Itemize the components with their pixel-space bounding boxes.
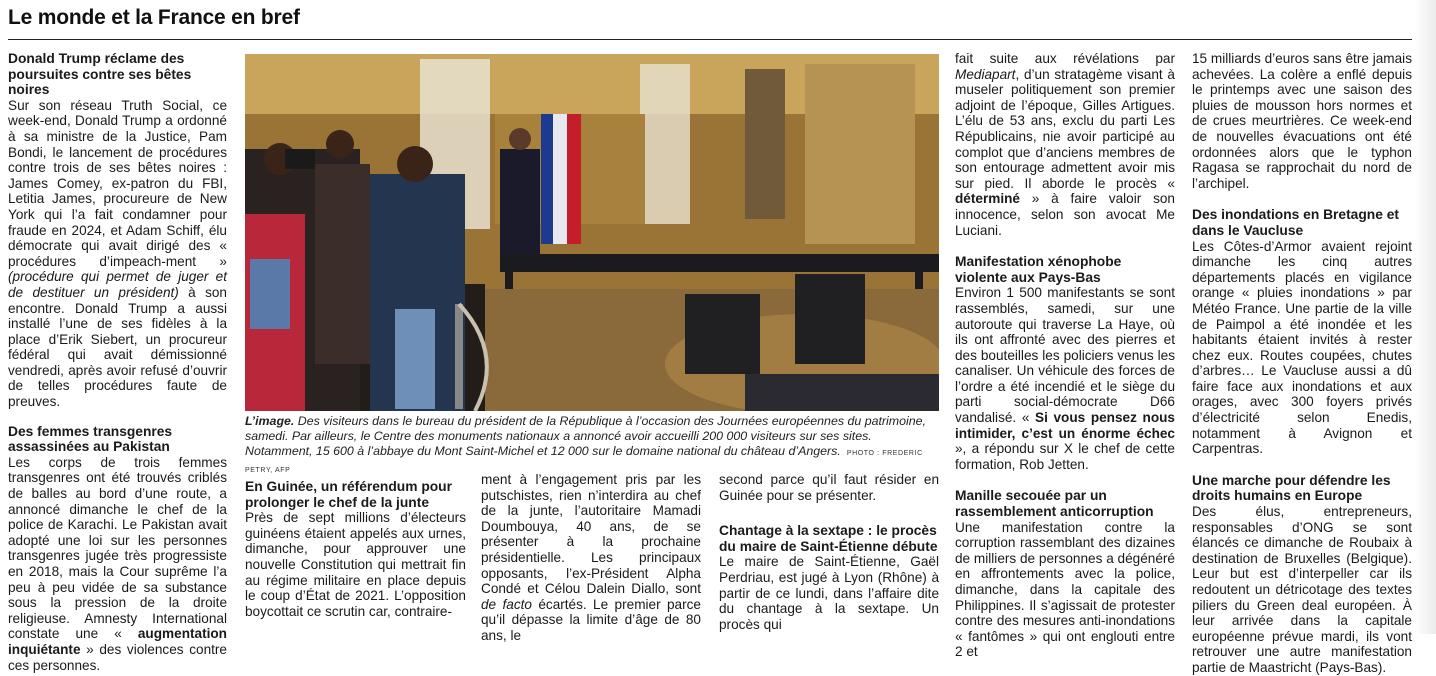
page-edge-shadow: [1414, 0, 1436, 634]
guinee-body-2: ment à l’engagement pris par les putschistes, rien n’interdira au chef de la junte, l’autoritaire Mamadi Doumbouya, 40 ans, de se présenter à la prochaine présidentielle. Les principaux opposants, l’ex-Président Alpha Condé et Célou Dalein Diallo, sont de facto écartés. Le premier parce qu’il dépasse la limite d’âge de 80 ans, le: [481, 472, 701, 643]
column-4: [955, 51, 1175, 660]
pakistan-body: Les corps de trois femmes transgenres ont été trouvés criblés de balles au bord d’une route, a annoncé dimanche le chef de la police de Karachi. Le Pakistan avait adopté une loi sur les personnes transgenres jugée très progressiste en 2018, mais la Cour suprême l’a peu à peu vidée de sa substance sous la pression de la droite religieuse. Amnesty International constate une « augmentation inquiétante » des violences contre ces personnes.: [8, 454, 227, 673]
manille-body: Une manifestation contre la corruption rassemblant des dizaines de milliers de personnes a dégénéré en affrontements avec la police, dimanche, dans la capitale des Philippines. Il s’agissait de protester contre des mesures anti-inondations « fantômes » qui ont englouti entre 2 et: [955, 519, 1175, 660]
guinee-col-1: [245, 479, 466, 619]
etienne-body-2: fait suite aux révélations par Mediapart, d’un stratagème visant à museler politiquement son premier adjoint de l’époque, Gilles Artigues. L’élu de 53 ans, exclu du parti Les Républicains, nie avoir participé au complot que d’anciens membres de son entourage admettent avoir mis sur pied. Il aborde le procès « déterminé » à faire valoir son innocence, selon son avocat Me Luciani.: [955, 51, 1175, 238]
guinee-headline: En Guinée, un référendum pour prolonger le chef de la junte: [245, 479, 452, 510]
inondations-body: Les Côtes-d’Armor avaient rejoint dimanche les cinq autres départements placés en vigilance orange « pluies inondations » par Météo France. Une partie de la ville de Paimpol a été inondée et les habitants étaient invités à rester chez eux. Routes coupées, chutes d’arbres… Le Vaucluse aussi a dû faire face aux inondations et aux orages, avec 300 foyers privés d’électricité selon Enedis, notamment à Avignon et Carpentras.: [1192, 238, 1412, 457]
guinee-body-3: second parce qu’il faut résider en Guinée pour se présenter.: [719, 472, 939, 503]
etienne-body-1: Le maire de Saint-Étienne, Gaël Perdriau, est jugé à Lyon (Rhône) à partir de ce lundi, dans l’affaire dite du chantage à la sextape. Un procès qui: [719, 554, 939, 632]
section-title: Le monde et la France en bref: [8, 6, 300, 29]
photo-caption: L’image. Des visiteurs dans le bureau du président de la République à l’occasion des Journées européennes du patrimoine, samedi. Par ailleurs, le Centre des monuments nationaux a annoncé avoir accueilli 200 000 visiteurs sur ses sites. Notamment, 15 600 à l’abbaye du Mont Saint-Michel et 12 000 sur le domaine national du château d’Angers. PHOTO : FREDERIC PETRY, AFP: [245, 414, 926, 474]
manille-headline: Manille secouée par un rassemblement anticorruption: [955, 488, 1154, 520]
column-1: [8, 51, 227, 673]
title-rule: [8, 39, 1412, 40]
pakistan-headline: Des femmes transgenres assassinées au Pakistan: [8, 423, 173, 455]
paysbas-body: Environ 1 500 manifestants se sont rassemblés, samedi, sur une autoroute qui traverse La Haye, où ils ont affronté avec des pierres et des bouteilles les policiers venus les canaliser. Un véhicule des forces de l’ordre a été incendié et le siège du parti social-démocrate D66 vandalisé. « Si vous pensez nous intimider, c’est un énorme échec », a répondu sur X le chef de cette formation, Rob Jetten.: [955, 285, 1175, 472]
marche-body: Des élus, entrepreneurs, responsables d’ONG se sont élancés ce dimanche de Roubaix à destination de Bruxelles (Belgique). Leur but est d’interpeller car ils redoutent un détricotage des textes piliers du Green deal européen. À leur arrivée dans la capitale européenne prévue mardi, ils vont retrouver une autre manifestation partie de Maastricht (Pays-Bas).: [1192, 504, 1412, 675]
trump-body: Sur son réseau Truth Social, ce week-end, Donald Trump a ordonné à sa ministre de la Justice, Pam Bondi, le lancement de procédures contre trois de ses bêtes noires : James Comey, ex-patron du FBI, Letitia James, procureure de New York qui l’a fait condamner pour fraude en 2024, et Adam Schiff, élu démocrate qui avait dirigé des « procédures d’impeach-ment » (procédure qui permet de juger et de destituer un président) à son encontre. Donald Trump a aussi installé l’une de ses fidèles à la place d’Erik Siebert, un procureur fédéral qui avait démissionné vendredi, après avoir refusé d’ouvrir de telles procédures faute de preuves.: [8, 97, 227, 410]
guinee-body-1: Près de sept millions d’électeurs guinéens étaient appelés aux urnes, dimanche, pour approuver une nouvelle Constitution qui mettrait fin au régime militaire en place depuis le coup d’État de 2021. L’opposition boycottait ce scrutin car, contraire-: [245, 510, 466, 619]
photo-credit: PHOTO : FREDERIC PETRY, AFP: [245, 450, 923, 474]
guinee-col-2: [481, 472, 701, 644]
etienne-col-1: [719, 472, 939, 632]
paysbas-headline: Manifestation xénophobe violente aux Pays-Bas: [955, 254, 1122, 285]
manille-continued: 15 milliards d’euros sans être jamais achevées. La colère a enflé depuis le printemps avec une saison des pluies de mousson hors normes et de crues meurtrières. Ce week-end de nouvelles évacuations ont été ordonnées alors que le typhon Ragasa se rapprochait du nord de l’archipel.: [1192, 51, 1412, 191]
photo-illustration: [245, 54, 939, 411]
article-photo: [245, 54, 939, 411]
inondations-headline: Des inondations en Bretagne et dans le Vaucluse: [1192, 207, 1399, 238]
marche-headline: Une marche pour défendre les droits humains en Europe: [1192, 472, 1391, 504]
trump-headline: Donald Trump réclame des poursuites contre ses bêtes noires: [8, 51, 192, 98]
column-5: [1192, 51, 1412, 676]
etienne-headline: Chantage à la sextape : le procès du maire de Saint-Étienne débute: [719, 523, 938, 554]
